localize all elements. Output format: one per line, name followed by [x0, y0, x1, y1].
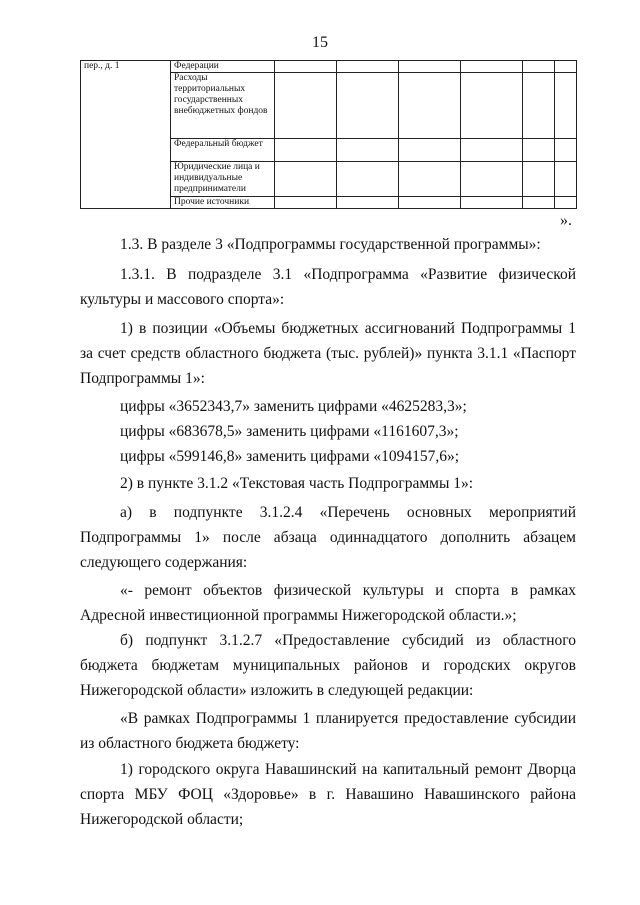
table-cell	[523, 162, 555, 197]
paragraph-subitem-a: а) в подпункте 3.1.2.4 «Перечень основных мероприятий Подпрограммы 1» после абзаца одиннадцатого дополнить абзацем следующего содержания:	[80, 504, 576, 571]
paragraph-replace-figures-3: цифры «599146,8» заменить цифрами «1094157,6»;	[120, 448, 460, 465]
table-cell-address: пер., д. 1	[81, 61, 171, 209]
table-cell	[275, 73, 337, 139]
paragraph-passport-position: 1) в позиции «Объемы бюджетных ассигнований Подпрограммы 1 за счет средств областного бюджета (тыс. рублей)» пункта 3.1.1 «Паспорт Подпрограммы 1»:	[80, 320, 576, 387]
table-row-label: Федеральный бюджет	[171, 139, 275, 162]
table-cell	[337, 73, 399, 139]
table-cell	[275, 197, 337, 209]
paragraph-section-3: 1.3. В разделе 3 «Подпрограммы государственной программы»:	[120, 236, 541, 253]
table-row-label: Прочие источники	[171, 197, 275, 209]
table-row	[81, 61, 577, 73]
table-cell	[555, 197, 577, 209]
table-cell	[555, 73, 577, 139]
table-cell	[337, 61, 399, 73]
table-cell	[337, 197, 399, 209]
table-cell	[461, 73, 523, 139]
table-cell	[523, 73, 555, 139]
paragraph-text-part: 2) в пункте 3.1.2 «Текстовая часть Подпрограммы 1»:	[120, 475, 474, 492]
table-cell	[337, 139, 399, 162]
table-cell	[555, 162, 577, 197]
table-cell	[461, 139, 523, 162]
paragraph-repair-objects: «- ремонт объектов физической культуры и спорта в рамках Адресной инвестиционной программы Нижегородской области.»;	[80, 582, 576, 624]
table-cell	[523, 197, 555, 209]
closing-quote: ».	[560, 212, 572, 229]
table-cell	[555, 139, 577, 162]
funding-sources-table	[80, 60, 577, 209]
table-cell	[555, 61, 577, 73]
table-cell	[461, 197, 523, 209]
table-cell	[461, 61, 523, 73]
table-cell	[275, 139, 337, 162]
paragraph-subitem-b: б) подпункт 3.1.2.7 «Предоставление субсидий из областного бюджета бюджетам муниципальных районов и городских округов Нижегородской области» изложить в следующей редакции:	[80, 632, 576, 699]
table-row-label: Расходы территориальных государственных внебюджетных фондов	[171, 73, 275, 139]
table-cell	[461, 162, 523, 197]
table-cell	[523, 139, 555, 162]
paragraph-subsidy-intro: «В рамках Подпрограммы 1 планируется предоставление субсидии из областного бюджета бюджету:	[80, 710, 576, 752]
table-cell	[337, 162, 399, 197]
page-number: 15	[312, 34, 328, 51]
table-cell	[399, 73, 461, 139]
paragraph-replace-figures-2: цифры «683678,5» заменить цифрами «1161607,3»;	[120, 423, 459, 440]
paragraph-subsection-3-1: 1.3.1. В подразделе 3.1 «Подпрограмма «Развитие физической культуры и массового спорта»:	[80, 266, 576, 308]
paragraph-navashino-repair: 1) городского округа Навашинский на капитальный ремонт Дворца спорта МБУ ФОЦ «Здоровье» в г. Навашино Навашинского района Нижегородской области;	[80, 761, 576, 828]
table-row-label: Федерации	[171, 61, 275, 73]
table-cell	[399, 197, 461, 209]
table-cell	[275, 61, 337, 73]
table-cell	[399, 162, 461, 197]
table-cell	[523, 61, 555, 73]
table-row-label: Юридические лица и индивидуальные предприниматели	[171, 162, 275, 197]
paragraph-replace-figures-1: цифры «3652343,7» заменить цифрами «4625283,3»;	[120, 398, 467, 415]
table-cell	[275, 162, 337, 197]
table-cell	[399, 61, 461, 73]
table-cell	[399, 139, 461, 162]
